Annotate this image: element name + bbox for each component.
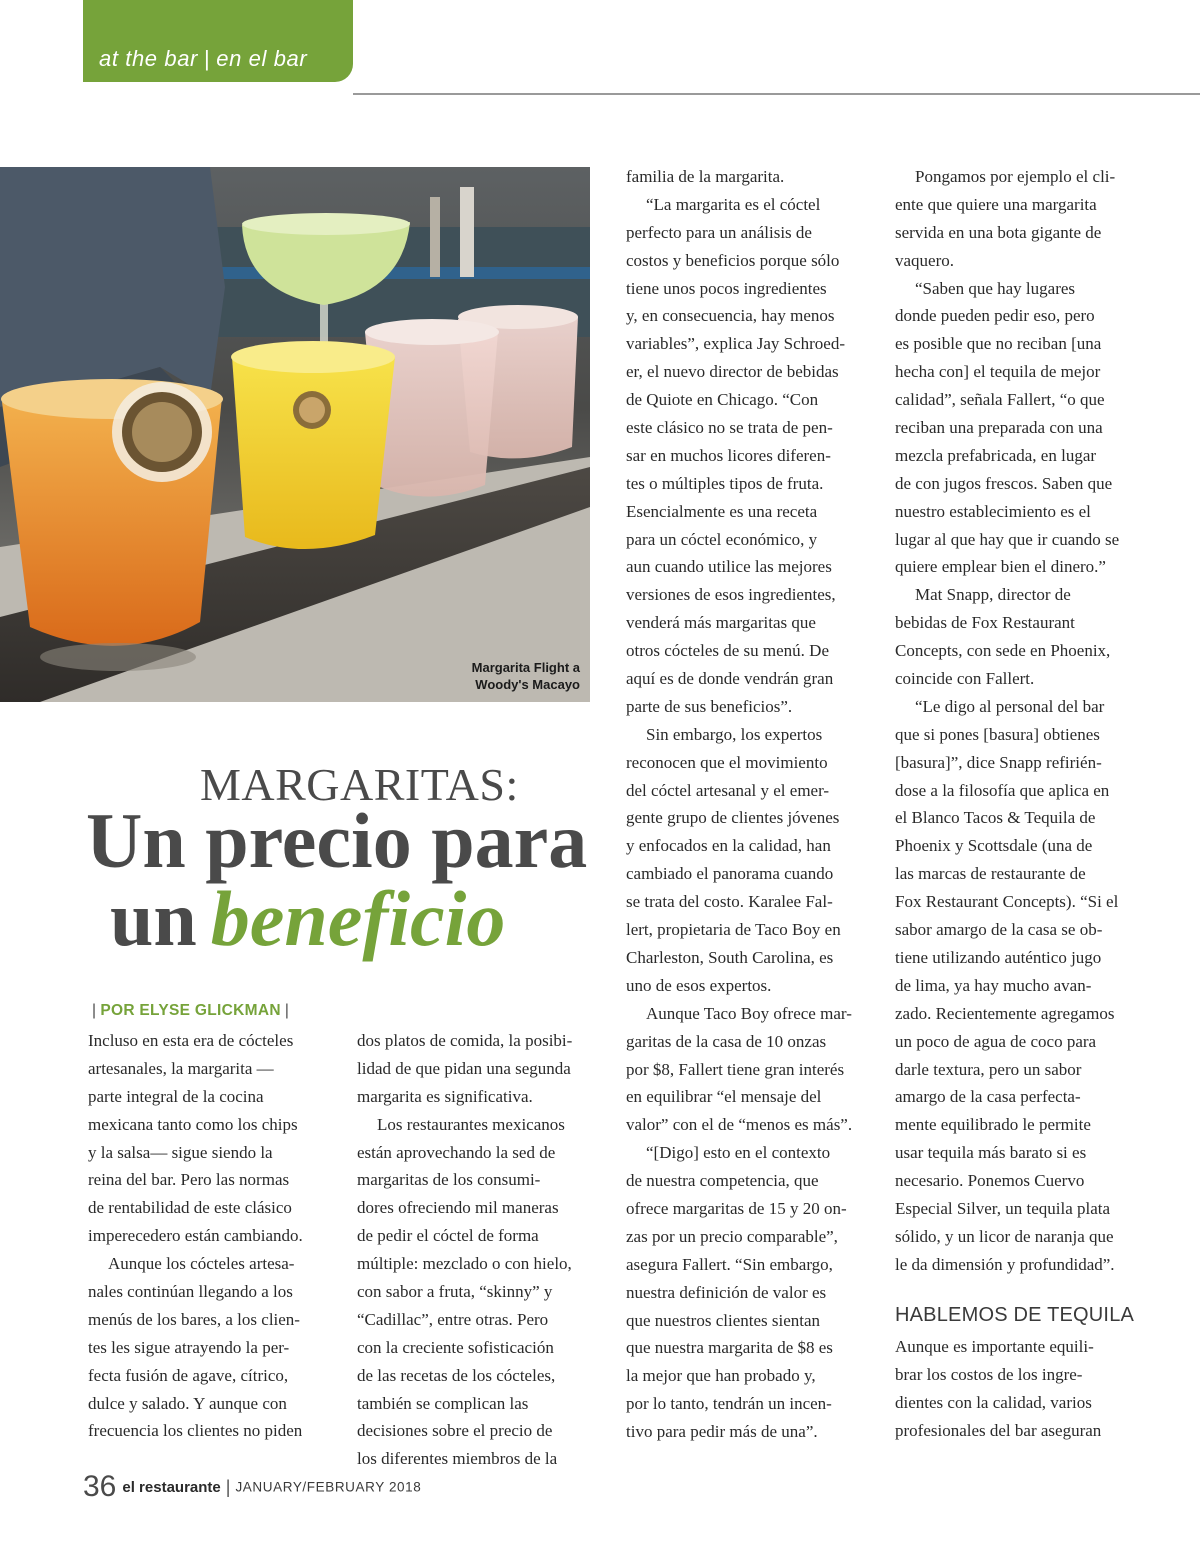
body-line: mezcla prefabricada, en lugar xyxy=(895,445,1097,465)
body-line: gente grupo de clientes jóvenes xyxy=(626,808,840,828)
body-line: fecta fusión de agave, cítrico, xyxy=(88,1365,289,1385)
body-line: del cóctel artesanal y el emer- xyxy=(626,780,830,800)
body-line: imperecedero están cambiando. xyxy=(88,1226,303,1246)
body-line: se trata del costo. Karalee Fal- xyxy=(626,892,833,912)
article-photo xyxy=(0,167,590,702)
photo-caption xyxy=(472,659,580,693)
photo-caption-line: Margarita Flight a xyxy=(471,660,580,675)
margarita-flight-illustration xyxy=(0,167,590,702)
body-line: calidad”, señala Fallert, “o que xyxy=(895,390,1105,410)
body-line: aquí es de donde vendrán gran xyxy=(626,669,834,689)
body-column-2 xyxy=(357,1027,607,1473)
body-line: lidad de que pidan una segunda xyxy=(357,1058,571,1078)
body-line: valor” con el de “menos es más”. xyxy=(626,1115,853,1135)
body-line: hecha con] el tequila de mejor xyxy=(895,362,1101,382)
body-line: parte de sus beneficios”. xyxy=(626,696,793,716)
body-line: que si pones [basura] obtienes xyxy=(895,724,1100,744)
body-line: Charleston, South Carolina, es xyxy=(626,947,834,967)
body-line: la mejor que han probado y, xyxy=(626,1366,816,1386)
body-line: le da dimensión y profundidad”. xyxy=(895,1254,1115,1274)
body-line: dulce y salado. Y aunque con xyxy=(88,1393,287,1413)
body-line: [basura]”, dice Snapp refirién- xyxy=(895,752,1102,772)
body-line: uno de esos expertos. xyxy=(626,975,772,995)
body-line: Esencialmente es una receta xyxy=(626,501,818,521)
issue-date: JANUARY/FEBRUARY 2018 xyxy=(235,1479,422,1495)
body-line: también se complican las xyxy=(357,1393,529,1413)
body-line: Concepts, con sede en Phoenix, xyxy=(895,641,1111,661)
body-line: venderá más margaritas que xyxy=(626,613,816,633)
body-line: darle textura, pero un sabor xyxy=(895,1059,1082,1079)
body-line: tes les sigue atrayendo la per- xyxy=(88,1337,290,1357)
body-line: margarita es significativa. xyxy=(357,1086,533,1106)
section-label-separator: | xyxy=(203,46,211,71)
section-label-en: at the bar xyxy=(99,46,198,71)
body-line: usar tequila más barato si es xyxy=(895,1143,1087,1163)
body-line: profesionales del bar aseguran xyxy=(895,1420,1102,1440)
body-line: dos platos de comida, la posibi- xyxy=(357,1031,573,1050)
body-line: un poco de agua de coco para xyxy=(895,1031,1097,1051)
body-line: para un cóctel económico, y xyxy=(626,529,818,549)
body-line: “Cadillac”, entre otras. Pero xyxy=(357,1309,549,1329)
body-line: lugar al que hay que ir cuando se xyxy=(895,529,1120,549)
section-subhead: HABLEMOS DE TEQUILA xyxy=(895,1304,1135,1326)
body-line: que nuestros clientes sientan xyxy=(626,1310,821,1330)
body-line: cambiado el panorama cuando xyxy=(626,864,834,884)
article-kicker: MARGARITAS: xyxy=(200,759,519,810)
article-headline: Un precio para xyxy=(86,797,588,884)
body-line: ofrece margaritas de 15 y 20 on- xyxy=(626,1198,847,1218)
body-line: tiene utilizando auténtico jugo xyxy=(895,947,1102,967)
body-line: con sabor a fruta, “skinny” y xyxy=(357,1282,553,1302)
body-line: sar en muchos licores diferen- xyxy=(626,445,831,465)
body-line: mente equilibrado le permite xyxy=(895,1115,1091,1135)
body-line: están aprovechando la sed de xyxy=(357,1142,556,1162)
body-line: “Saben que hay lugares xyxy=(915,278,1076,298)
body-line: Incluso en esta era de cócteles xyxy=(88,1031,294,1050)
body-line: tivo para pedir más de una”. xyxy=(626,1422,818,1442)
body-line: reciban una preparada con una xyxy=(895,418,1103,438)
body-line: que nuestra margarita de $8 es xyxy=(626,1338,833,1358)
page-number: 36 xyxy=(83,1470,117,1503)
body-line: “[Digo] esto en el contexto xyxy=(646,1143,831,1163)
body-line: y, en consecuencia, hay menos xyxy=(626,306,835,326)
body-line: coincide con Fallert. xyxy=(895,669,1035,689)
body-line: sólido, y un licor de naranja que xyxy=(895,1226,1114,1246)
body-line: brar los costos de los ingre- xyxy=(895,1364,1083,1384)
body-line: en equilibrar “el mensaje del xyxy=(626,1087,822,1107)
headline-accent: beneficio xyxy=(210,875,506,962)
body-line: er, el nuevo director de bebidas xyxy=(626,362,839,382)
photo-caption-line: Woody's Macayo xyxy=(475,677,580,692)
body-line: con la creciente sofisticación xyxy=(357,1337,554,1357)
body-line: el Blanco Tacos & Tequila de xyxy=(895,808,1096,828)
body-line: bebidas de Fox Restaurant xyxy=(895,613,1075,633)
body-line: frecuencia los clientes no piden xyxy=(88,1421,303,1441)
body-line: reina del bar. Pero las normas xyxy=(88,1170,290,1190)
body-line: de Quiote en Chicago. “Con xyxy=(626,390,819,410)
body-line: “La margarita es el cóctel xyxy=(646,194,821,214)
header-rule xyxy=(353,93,1200,95)
body-line: tes o múltiples tipos de fruta. xyxy=(626,473,824,493)
body-column-3 xyxy=(626,163,878,1446)
body-line: “Le digo al personal del bar xyxy=(915,696,1105,716)
body-line: quiere emplear bien el dinero.” xyxy=(895,557,1106,577)
byline-author: POR ELYSE GLICKMAN xyxy=(100,1002,281,1019)
body-line: Phoenix y Scottsdale (una de xyxy=(895,836,1093,856)
body-line: margaritas de los consumi- xyxy=(357,1170,541,1190)
body-line: Aunque los cócteles artesa- xyxy=(108,1254,295,1274)
body-line: de con jugos frescos. Saben que xyxy=(895,473,1113,493)
body-line: dores ofreciendo mil maneras xyxy=(357,1198,559,1218)
body-line: lert, propietaria de Taco Boy en xyxy=(626,920,841,940)
body-line: tiene unos pocos ingredientes xyxy=(626,278,827,298)
body-column-4 xyxy=(895,163,1147,1279)
body-line: mexicana tanto como los chips xyxy=(88,1114,298,1134)
body-line: parte integral de la cocina xyxy=(88,1086,264,1106)
body-line: Aunque Taco Boy ofrece mar- xyxy=(646,1003,852,1023)
body-line: Aunque es importante equili- xyxy=(895,1337,1094,1356)
body-column-1 xyxy=(88,1027,338,1445)
body-line: perfecto para un análisis de xyxy=(626,222,812,242)
section-label-es: en el bar xyxy=(216,46,308,71)
body-line: nuestro establecimiento es el xyxy=(895,501,1091,521)
body-line: de pedir el cóctel de forma xyxy=(357,1226,539,1246)
body-line: por lo tanto, tendrán un incen- xyxy=(626,1394,832,1414)
section-tab xyxy=(83,0,353,82)
body-line: por $8, Fallert tiene gran interés xyxy=(626,1059,845,1079)
body-line: las marcas de restaurante de xyxy=(895,864,1086,884)
body-line: zas por un precio comparable”, xyxy=(626,1226,838,1246)
body-line: costos y beneficios porque sólo xyxy=(626,250,840,270)
page-footer xyxy=(83,1470,421,1504)
body-line: este clásico no se trata de pen- xyxy=(626,418,833,438)
magazine-name: el restaurante xyxy=(122,1478,221,1496)
body-line: decisiones sobre el precio de xyxy=(357,1421,553,1441)
body-line: artesanales, la margarita — xyxy=(88,1058,274,1078)
body-line: nales continúan llegando a los xyxy=(88,1282,293,1302)
body-line: y enfocados en la calidad, han xyxy=(626,836,831,856)
body-line: variables”, explica Jay Schroed- xyxy=(626,334,846,354)
body-line: múltiple: mezclado o con hielo, xyxy=(357,1254,572,1274)
byline: | POR ELYSE GLICKMAN | xyxy=(92,1002,290,1019)
body-line: nuestra definición de valor es xyxy=(626,1282,827,1302)
body-line: amargo de la casa perfecta- xyxy=(895,1087,1081,1107)
body-line: asegura Fallert. “Sin embargo, xyxy=(626,1254,833,1274)
body-line: ente que quiere una margarita xyxy=(895,194,1097,214)
body-line: sabor amargo de la casa se ob- xyxy=(895,920,1103,940)
body-line: Pongamos por ejemplo el cli- xyxy=(915,167,1116,186)
body-line: reconocen que el movimiento xyxy=(626,752,828,772)
body-line: versiones de esos ingredientes, xyxy=(626,585,836,605)
body-line: los diferentes miembros de la xyxy=(357,1449,558,1469)
body-line: necesario. Ponemos Cuervo xyxy=(895,1171,1085,1191)
footer-separator: | xyxy=(225,1476,231,1497)
body-line: dientes con la calidad, varios xyxy=(895,1392,1092,1412)
body-line: vaquero. xyxy=(895,250,955,270)
body-line: Especial Silver, un tequila plata xyxy=(895,1198,1111,1218)
body-line: menús de los bares, a los clien- xyxy=(88,1309,300,1329)
body-line: garitas de la casa de 10 onzas xyxy=(626,1031,827,1051)
body-line: zado. Recientemente agregamos xyxy=(895,1003,1115,1023)
body-line: de lima, ya hay mucho avan- xyxy=(895,975,1092,995)
body-line: de rentabilidad de este clásico xyxy=(88,1198,292,1218)
body-line: aun cuando utilice las mejores xyxy=(626,557,832,577)
body-line: de las recetas de los cócteles, xyxy=(357,1365,556,1385)
body-line: familia de la margarita. xyxy=(626,167,785,186)
body-column-5 xyxy=(895,1333,1147,1445)
body-line: otros cócteles de su menú. De xyxy=(626,641,829,661)
body-line: dose a la filosofía que aplica en xyxy=(895,780,1110,800)
body-line: es posible que no reciban [una xyxy=(895,334,1102,354)
section-label xyxy=(99,46,307,72)
body-line: Los restaurantes mexicanos xyxy=(377,1114,565,1134)
body-line: de nuestra competencia, que xyxy=(626,1171,819,1191)
body-line: Sin embargo, los expertos xyxy=(646,724,823,744)
body-line: Fox Restaurant Concepts). “Si el xyxy=(895,892,1119,912)
body-line: y la salsa— sigue siendo la xyxy=(88,1142,273,1162)
article-headline-line2 xyxy=(110,875,506,962)
headline-plain: un xyxy=(110,875,197,962)
body-line: donde pueden pedir eso, pero xyxy=(895,306,1095,326)
body-line: Mat Snapp, director de xyxy=(915,585,1071,605)
body-line: servida en una bota gigante de xyxy=(895,222,1102,242)
